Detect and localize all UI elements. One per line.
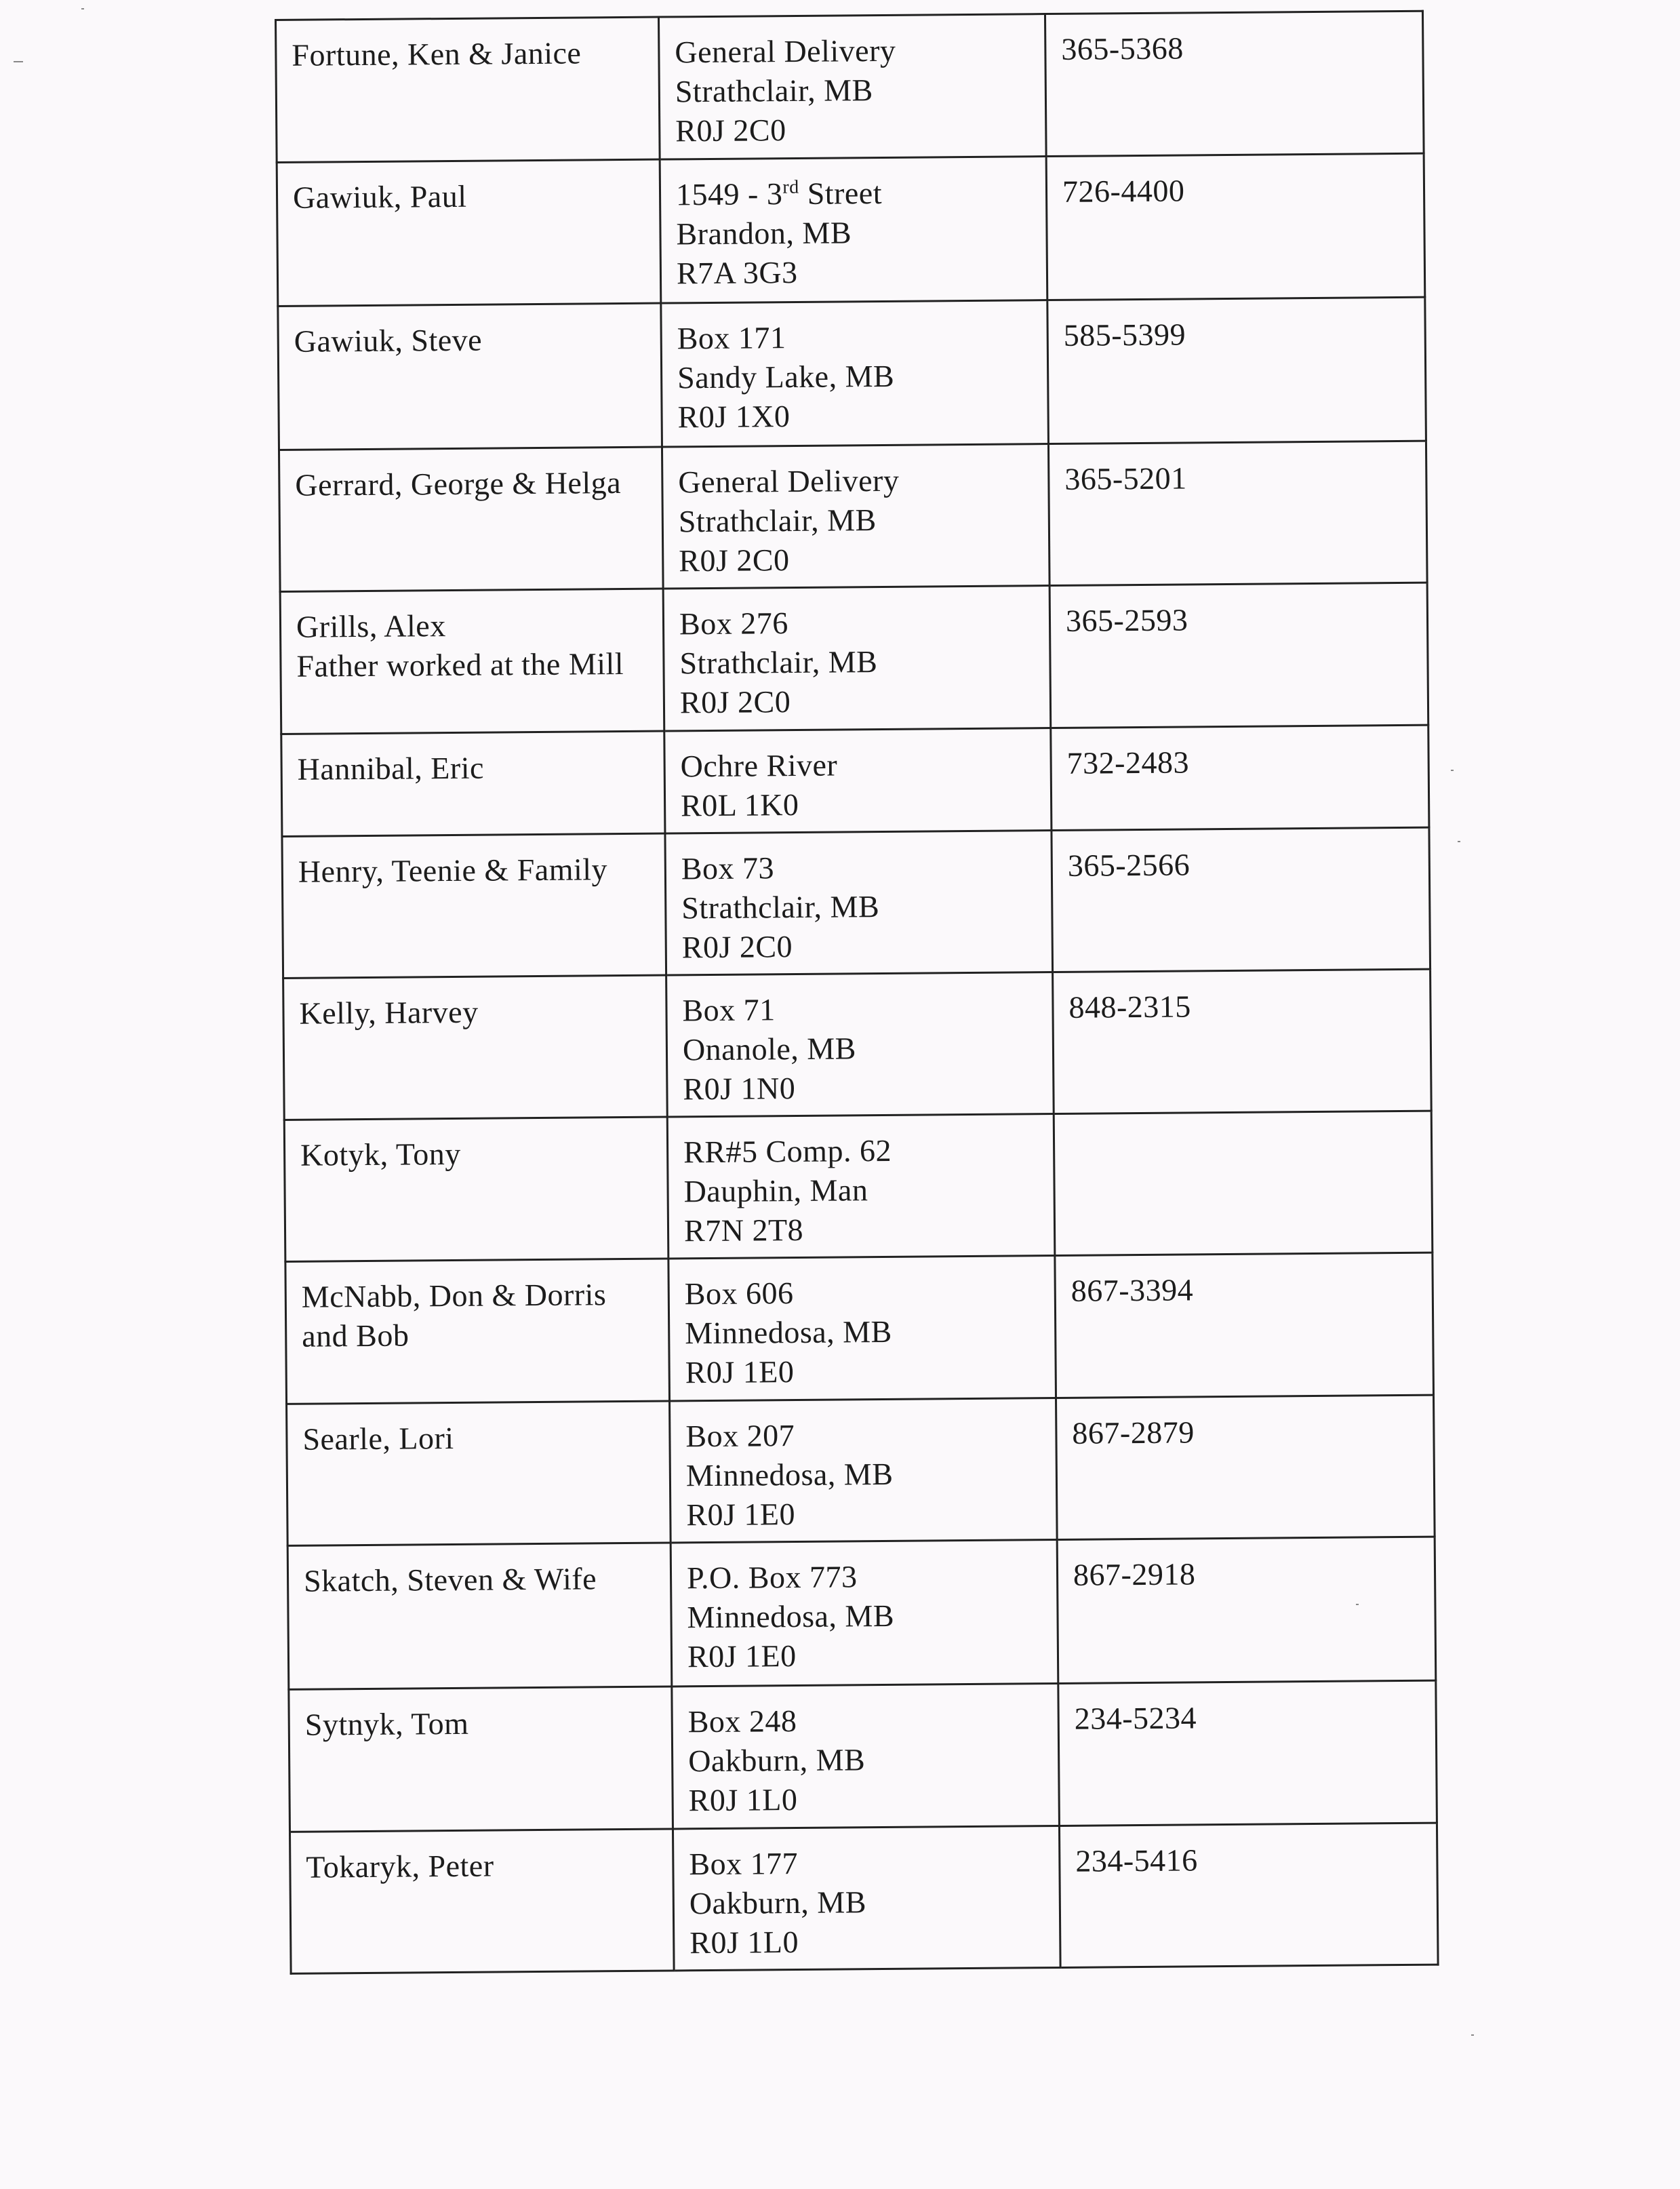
address-cell bbox=[660, 157, 1047, 303]
scan-speck bbox=[1451, 770, 1454, 771]
name-line: Father worked at the Mill bbox=[296, 646, 624, 684]
contact-directory-table bbox=[275, 10, 1439, 1975]
name-cell bbox=[282, 833, 666, 978]
address-line: R0J 2C0 bbox=[679, 543, 790, 578]
phone-cell: 234-5416 bbox=[1059, 1823, 1438, 1967]
name-cell bbox=[277, 159, 661, 306]
address-line: R0J 1N0 bbox=[683, 1071, 796, 1107]
address-line: Box 207 bbox=[685, 1418, 795, 1454]
table-row bbox=[282, 827, 1431, 978]
address-line: R0L 1K0 bbox=[680, 787, 799, 823]
name-cell bbox=[281, 731, 665, 836]
name-cell bbox=[278, 303, 662, 450]
address-line: Box 73 bbox=[681, 850, 775, 886]
phone-cell: 365-2593 bbox=[1049, 583, 1428, 728]
table-row bbox=[276, 11, 1424, 162]
name-line: Sytnyk, Tom bbox=[304, 1705, 469, 1742]
name-cell bbox=[285, 1259, 670, 1404]
phone-cell: 732-2483 bbox=[1051, 725, 1429, 830]
phone-cell: 365-5201 bbox=[1048, 441, 1427, 585]
table-row bbox=[284, 1111, 1433, 1261]
name-line: Gawiuk, Paul bbox=[292, 178, 467, 215]
name-line: Tokaryk, Peter bbox=[306, 1848, 494, 1885]
address-cell bbox=[665, 831, 1053, 975]
table-row bbox=[283, 969, 1432, 1120]
name-line: McNabb, Don & Dorris bbox=[301, 1277, 607, 1314]
address-cell bbox=[666, 972, 1054, 1117]
address-line: Sandy Lake, MB bbox=[677, 358, 895, 395]
scan-speck bbox=[1471, 2034, 1474, 2036]
address-cell bbox=[671, 1540, 1058, 1687]
address-line: R0J 2C0 bbox=[675, 113, 786, 149]
address-cell bbox=[668, 1256, 1056, 1401]
directory-rows bbox=[276, 11, 1439, 1973]
address-line: Oakburn, MB bbox=[687, 1742, 866, 1779]
phone-cell: 867-3394 bbox=[1055, 1253, 1434, 1398]
table-row bbox=[279, 441, 1427, 591]
scan-speck bbox=[14, 61, 23, 62]
phone-cell: 867-2918 bbox=[1057, 1537, 1436, 1683]
table-row bbox=[281, 725, 1429, 836]
phone-cell: 867-2879 bbox=[1056, 1395, 1435, 1539]
address-cell bbox=[667, 1114, 1055, 1259]
address-line: R0J 1E0 bbox=[686, 1497, 796, 1533]
table-row bbox=[289, 1680, 1437, 1832]
address-line: Strathclair, MB bbox=[679, 644, 878, 681]
scan-speck bbox=[81, 8, 84, 9]
address-cell bbox=[673, 1826, 1060, 1970]
table-row bbox=[277, 153, 1425, 306]
phone-cell: 585-5399 bbox=[1047, 297, 1426, 443]
address-cell bbox=[663, 586, 1051, 731]
address-line: RR#5 Comp. 62 bbox=[683, 1132, 892, 1170]
address-line: General Delivery bbox=[678, 462, 900, 500]
name-line: Kelly, Harvey bbox=[299, 994, 479, 1031]
address-line: Strathclair, MB bbox=[678, 502, 877, 539]
address-line: R0J 1X0 bbox=[677, 399, 791, 435]
table-row bbox=[285, 1253, 1434, 1404]
table-row bbox=[289, 1823, 1438, 1973]
name-line: Kotyk, Tony bbox=[300, 1136, 461, 1172]
address-line: Brandon, MB bbox=[676, 215, 852, 252]
name-cell bbox=[289, 1687, 673, 1832]
name-cell bbox=[284, 1117, 668, 1261]
table-row bbox=[280, 583, 1428, 734]
table-row bbox=[287, 1537, 1436, 1689]
address-line: R0J 1E0 bbox=[685, 1354, 795, 1390]
name-line: Gawiuk, Steve bbox=[294, 322, 483, 359]
address-line: R0J 1E0 bbox=[687, 1638, 797, 1674]
address-cell bbox=[658, 14, 1046, 159]
phone-cell: 234-5234 bbox=[1058, 1680, 1437, 1826]
address-line: Box 177 bbox=[689, 1846, 799, 1882]
address-line: Strathclair, MB bbox=[675, 73, 873, 109]
table-row bbox=[278, 297, 1426, 450]
name-line: Hannibal, Eric bbox=[297, 750, 485, 787]
name-line: Gerrard, George & Helga bbox=[295, 465, 622, 502]
scan-speck bbox=[1356, 1604, 1359, 1605]
address-line: Box 248 bbox=[687, 1703, 797, 1739]
address-line: Box 276 bbox=[679, 606, 788, 642]
name-line: and Bob bbox=[302, 1318, 409, 1354]
address-line: Onanole, MB bbox=[682, 1031, 857, 1067]
name-cell bbox=[276, 17, 660, 162]
phone-cell: 848-2315 bbox=[1053, 969, 1432, 1113]
name-cell bbox=[283, 975, 668, 1120]
address-line: R0J 2C0 bbox=[679, 684, 791, 720]
address-line: Minnedosa, MB bbox=[685, 1314, 892, 1351]
name-line: Skatch, Steven & Wife bbox=[303, 1561, 597, 1598]
address-line: Box 171 bbox=[677, 320, 786, 356]
phone-cell: 365-2566 bbox=[1052, 827, 1431, 972]
name-line: Fortune, Ken & Janice bbox=[292, 35, 582, 73]
address-line: Minnedosa, MB bbox=[687, 1598, 895, 1635]
address-line: P.O. Box 773 bbox=[686, 1559, 858, 1596]
address-line: R7A 3G3 bbox=[676, 254, 798, 291]
address-cell bbox=[664, 728, 1052, 833]
name-cell bbox=[289, 1829, 674, 1973]
address-cell bbox=[661, 300, 1049, 447]
name-cell bbox=[279, 447, 663, 591]
address-line: R7N 2T8 bbox=[683, 1212, 804, 1248]
address-line: General Delivery bbox=[675, 33, 896, 70]
address-line: Oakburn, MB bbox=[689, 1885, 867, 1921]
name-line: Grills, Alex bbox=[296, 608, 446, 644]
address-line: Ochre River bbox=[680, 747, 838, 784]
address-line: Strathclair, MB bbox=[681, 889, 880, 926]
name-cell bbox=[287, 1543, 672, 1689]
name-cell bbox=[280, 589, 664, 734]
address-cell bbox=[672, 1683, 1060, 1828]
name-cell bbox=[287, 1401, 671, 1545]
address-line: Dauphin, Man bbox=[683, 1172, 868, 1209]
address-line: R0J 2C0 bbox=[681, 929, 793, 965]
name-line: Henry, Teenie & Family bbox=[298, 852, 608, 889]
address-line: R0J 1L0 bbox=[689, 1925, 799, 1960]
address-cell bbox=[670, 1398, 1058, 1543]
address-line: Minnedosa, MB bbox=[685, 1456, 894, 1493]
address-line: 1549 - 3rd Street bbox=[675, 175, 883, 212]
address-line: Box 606 bbox=[684, 1276, 794, 1312]
name-line: Searle, Lori bbox=[302, 1420, 454, 1457]
address-line: R0J 1L0 bbox=[688, 1782, 798, 1818]
phone-cell bbox=[1054, 1111, 1433, 1255]
address-cell bbox=[662, 444, 1049, 589]
phone-cell: 726-4400 bbox=[1046, 153, 1425, 300]
phone-cell: 365-5368 bbox=[1045, 11, 1424, 156]
scan-speck bbox=[1458, 841, 1460, 842]
table-row bbox=[287, 1395, 1435, 1545]
address-line: Box 71 bbox=[682, 992, 776, 1028]
